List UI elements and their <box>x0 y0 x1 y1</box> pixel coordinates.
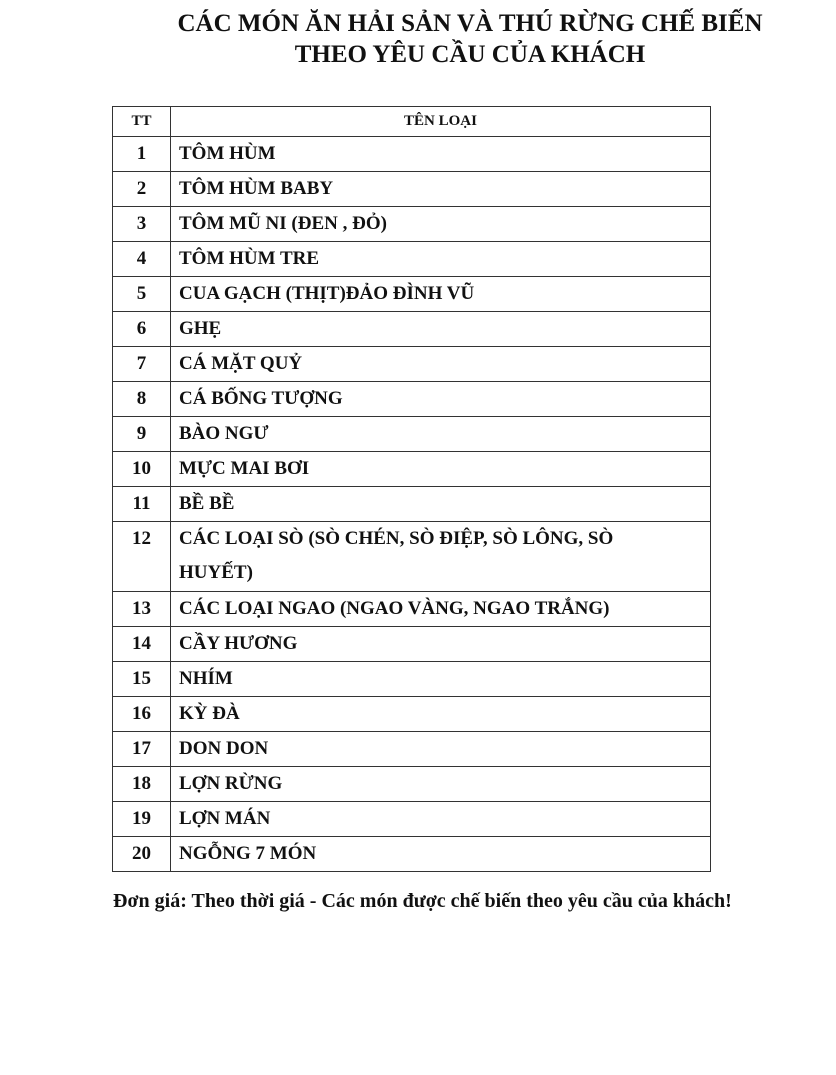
table-row <box>113 697 711 732</box>
table-row <box>113 277 711 312</box>
row-number: 5 <box>113 277 171 312</box>
dish-name: KỲ ĐÀ <box>171 697 711 732</box>
header-tt: TT <box>113 107 171 137</box>
dish-name: BÀO NGƯ <box>171 417 711 452</box>
page-title <box>120 8 820 70</box>
header-name: TÊN LOẠI <box>171 107 711 137</box>
row-number: 16 <box>113 697 171 732</box>
table-row <box>113 172 711 207</box>
table-row <box>113 347 711 382</box>
dish-name: LỢN MÁN <box>171 802 711 837</box>
table-row <box>113 627 711 662</box>
row-number: 8 <box>113 382 171 417</box>
dish-name: NGỖNG 7 MÓN <box>171 837 711 872</box>
table-row <box>113 137 711 172</box>
row-number: 14 <box>113 627 171 662</box>
dish-name: GHẸ <box>171 312 711 347</box>
table-row <box>113 767 711 802</box>
row-number: 11 <box>113 487 171 522</box>
table-row <box>113 487 711 522</box>
title-line-2: THEO YÊU CẦU CỦA KHÁCH <box>294 41 646 68</box>
row-number: 3 <box>113 207 171 242</box>
price-note: Đơn giá: Theo thời giá - Các món được chế biến theo yêu cầu của khách! <box>113 890 732 912</box>
row-number: 1 <box>113 137 171 172</box>
table-row <box>113 417 711 452</box>
dish-name: CÁ BỐNG TƯỢNG <box>171 382 711 417</box>
row-number: 4 <box>113 242 171 277</box>
table-row <box>113 837 711 872</box>
row-number: 9 <box>113 417 171 452</box>
row-number: 10 <box>113 452 171 487</box>
dish-name: CẦY HƯƠNG <box>171 627 711 662</box>
row-number: 17 <box>113 732 171 767</box>
row-number: 20 <box>113 837 171 872</box>
table-row <box>113 242 711 277</box>
table-row <box>113 732 711 767</box>
dish-name: TÔM HÙM TRE <box>171 242 711 277</box>
table-header-row <box>113 107 711 137</box>
table-row <box>113 662 711 697</box>
dish-name: CÁC LOẠI SÒ (SÒ CHÉN, SÒ ĐIỆP, SÒ LÔNG, SÒ HUYẾT) <box>171 522 711 592</box>
row-number: 15 <box>113 662 171 697</box>
dish-name: CUA GẠCH (THỊT)ĐẢO ĐÌNH VŨ <box>171 277 711 312</box>
table-row <box>113 802 711 837</box>
row-number: 13 <box>113 592 171 627</box>
row-number: 7 <box>113 347 171 382</box>
table-row <box>113 592 711 627</box>
row-number: 18 <box>113 767 171 802</box>
dish-name: TÔM MŨ NI (ĐEN , ĐỎ) <box>171 207 711 242</box>
dish-name: LỢN RỪNG <box>171 767 711 802</box>
dish-name: BỀ BỀ <box>171 487 711 522</box>
table-row <box>113 312 711 347</box>
dish-name: CÁC LOẠI NGAO (NGAO VÀNG, NGAO TRẮNG) <box>171 592 711 627</box>
dish-name: MỰC MAI BƠI <box>171 452 711 487</box>
row-number: 19 <box>113 802 171 837</box>
title-line-1: CÁC MÓN ĂN HẢI SẢN VÀ THÚ RỪNG CHẾ BIẾN <box>177 10 763 37</box>
table-row <box>113 382 711 417</box>
row-number: 12 <box>113 522 171 592</box>
dish-name: DON DON <box>171 732 711 767</box>
table-row <box>113 522 711 592</box>
dish-name: TÔM HÙM <box>171 137 711 172</box>
table-row <box>113 207 711 242</box>
row-number: 6 <box>113 312 171 347</box>
dish-name: NHÍM <box>171 662 711 697</box>
table-row <box>113 452 711 487</box>
dish-name: CÁ MẶT QUỶ <box>171 347 711 382</box>
row-number: 2 <box>113 172 171 207</box>
dish-name: TÔM HÙM BABY <box>171 172 711 207</box>
menu-table <box>112 106 711 872</box>
